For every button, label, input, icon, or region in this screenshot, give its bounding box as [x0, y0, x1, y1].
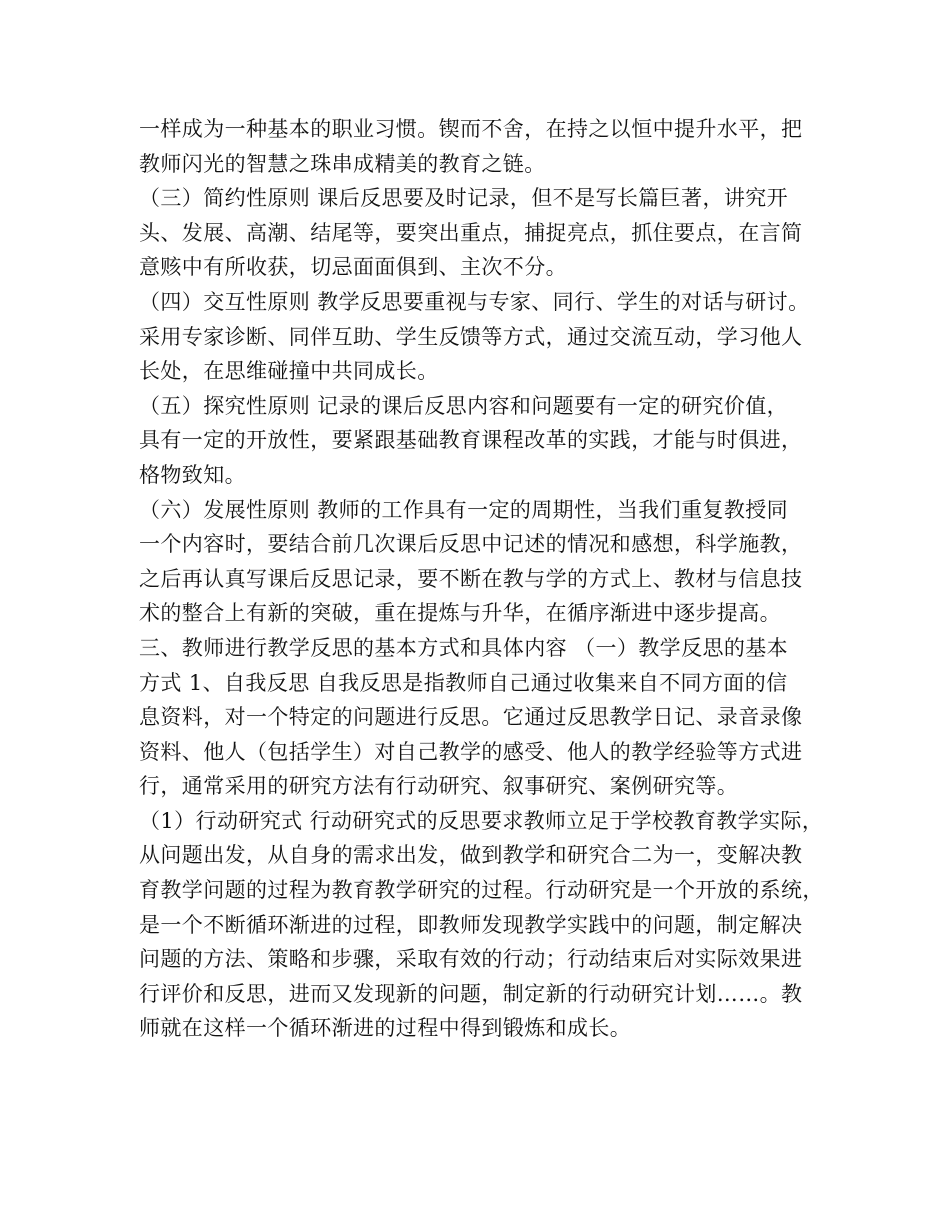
- text-line: 意赅中有所收获，切忌面面俱到、主次不分。: [139, 255, 567, 280]
- text-line: 方式 1、自我反思 自我反思是指教师自己通过收集来自不同方面的信: [139, 670, 788, 695]
- text-line: 三、教师进行教学反思的基本方式和具体内容 （一）教学反思的基本: [139, 635, 789, 660]
- text-line: 教师闪光的智慧之珠串成精美的教育之链。: [139, 151, 546, 176]
- text-line: 师就在这样一个循环渐进的过程中得到锻炼和成长。: [139, 1016, 632, 1041]
- text-line: 资料、他人（包括学生）对自己教学的感受、他人的教学经验等方式进: [139, 739, 803, 764]
- text-line: 格物致知。: [139, 462, 246, 487]
- text-line: 具有一定的开放性，要紧跟基础教育课程改革的实践，才能与时俱进，: [139, 428, 803, 453]
- text-line: （1）行动研究式 行动研究式的反思要求教师立足于学校教育教学实际，: [139, 808, 824, 833]
- text-line: 一样成为一种基本的职业习惯。锲而不舍，在持之以恒中提升水平，把: [139, 117, 803, 141]
- text-line: 头、发展、高潮、结尾等，要突出重点，捕捉亮点，抓住要点，在言简: [139, 220, 803, 245]
- text-line: 行评价和反思，进而又发现新的问题，制定新的行动研究计划……。教: [139, 981, 803, 1006]
- text-line: 一个内容时，要结合前几次课后反思中记述的情况和感想，科学施教，: [139, 532, 803, 557]
- text-line: 术的整合上有新的突破，重在提炼与升华，在循序渐进中逐步提高。: [139, 601, 781, 626]
- text-line: 长处，在思维碰撞中共同成长。: [139, 359, 439, 384]
- text-line: （四）交互性原则 教学反思要重视与专家、同行、学生的对话与研讨。: [139, 289, 810, 314]
- document-body: [139, 112, 829, 1046]
- text-line: （五）探究性原则 记录的课后反思内容和问题要有一定的研究价值，: [139, 393, 789, 418]
- text-line: 之后再认真写课后反思记录，要不断在教与学的方式上、教材与信息技: [139, 566, 803, 591]
- text-line: 从问题出发，从自身的需求出发，做到教学和研究合二为一，变解决教: [139, 843, 803, 868]
- text-line: 采用专家诊断、同伴互助、学生反馈等方式，通过交流互动，学习他人: [139, 324, 803, 349]
- text-line: 育教学问题的过程为教育教学研究的过程。行动研究是一个开放的系统，: [139, 878, 824, 903]
- text-line: 行，通常采用的研究方法有行动研究、叙事研究、案例研究等。: [139, 774, 739, 799]
- text-line: 是一个不断循环渐进的过程，即教师发现教学实践中的问题，制定解决: [139, 912, 803, 937]
- text-line: （三）简约性原则 课后反思要及时记录，但不是写长篇巨著，讲究开: [139, 186, 789, 211]
- text-line: 问题的方法、策略和步骤，采取有效的行动；行动结束后对实际效果进: [139, 947, 803, 972]
- text-line: 息资料，对一个特定的问题进行反思。它通过反思教学日记、录音录像: [139, 705, 803, 730]
- text-line: （六）发展性原则 教师的工作具有一定的周期性，当我们重复教授同: [139, 497, 789, 522]
